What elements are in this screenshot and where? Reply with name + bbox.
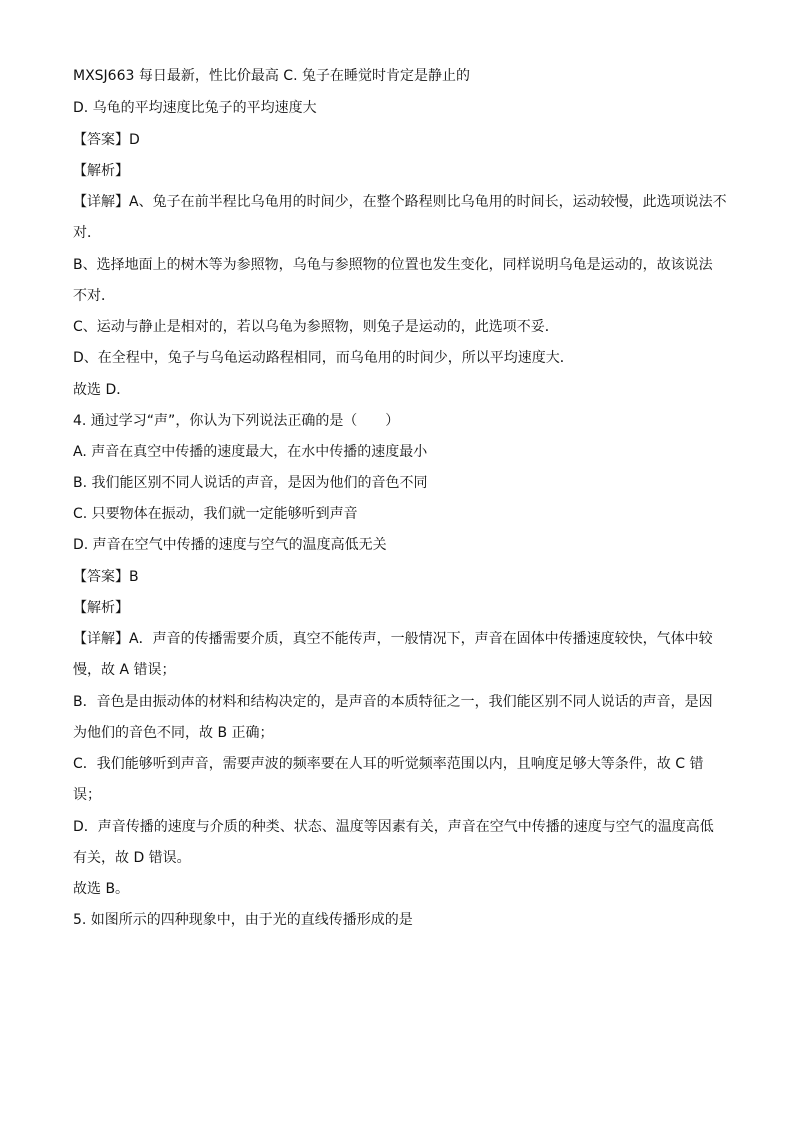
question-4-conclusion: 故选 B。 (73, 881, 130, 897)
question-4-explanation-2: 慢，故 A 错误； (73, 662, 176, 678)
conclusion-line: 故选 D． (73, 382, 131, 398)
explanation-line-2: 对． (73, 225, 101, 241)
question-4-explanation-7: D．声音传播的速度与介质的种类、状态、温度等因素有关，声音在空气中传播的速度与空气的温度高低 (73, 819, 714, 835)
question-4-option-c: C. 只要物体在振动，我们就一定能够听到声音 (73, 506, 358, 522)
question-4-option-d: D. 声音在空气中传播的速度与空气的温度高低无关 (73, 537, 387, 553)
text-line-1: MXSJ663 每日最新，性比价最高 C. 兔子在睡觉时肯定是静止的 (73, 68, 470, 84)
question-4-option-b: B. 我们能区别不同人说话的声音，是因为他们的音色不同 (73, 475, 428, 491)
explanation-line-1: 【详解】A、兔子在前半程比乌龟用的时间少，在整个路程则比乌龟用的时间长，运动较慢，此选项说法不 (73, 194, 727, 210)
question-4-analysis: 【解析】 (73, 600, 129, 616)
question-4-option-a: A. 声音在真空中传播的速度最大，在水中传播的速度最小 (73, 444, 428, 460)
explanation-line-6: D、在全程中，兔子与乌龟运动路程相同，而乌龟用的时间少，所以平均速度大． (73, 350, 574, 366)
option-d-line: D. 乌龟的平均速度比兔子的平均速度大 (73, 100, 317, 116)
answer-label: 【答案】D (73, 132, 140, 148)
question-4-explanation-4: 为他们的音色不同，故 B 正确； (73, 725, 274, 741)
question-4-explanation-1: 【详解】A．声音的传播需要介质，真空不能传声，一般情况下，声音在固体中传播速度较快，气体中较 (73, 631, 713, 647)
explanation-line-4: 不对． (73, 288, 115, 304)
question-4-explanation-8: 有关，故 D 错误。 (73, 850, 191, 866)
analysis-label: 【解析】 (73, 163, 129, 179)
question-4-explanation-3: B．音色是由振动体的材料和结构决定的，是声音的本质特征之一，我们能区别不同人说话的声音，是因 (73, 694, 713, 710)
question-4-title: 4. 通过学习“声”，你认为下列说法正确的是（ ） (73, 413, 400, 429)
explanation-line-5: C、运动与静止是相对的，若以乌龟为参照物，则兔子是运动的，此选项不妥． (73, 319, 559, 335)
question-5-title: 5. 如图所示的四种现象中，由于光的直线传播形成的是 (73, 912, 413, 928)
question-4-explanation-6: 误； (73, 787, 101, 803)
explanation-line-3: B、选择地面上的树木等为参照物，乌龟与参照物的位置也发生变化，同样说明乌龟是运动的，故该说法 (73, 257, 713, 273)
question-4-answer: 【答案】B (73, 569, 139, 585)
question-4-explanation-5: C．我们能够听到声音，需要声波的频率要在人耳的听觉频率范围以内，且响度足够大等条件，故 C 错 (73, 756, 704, 772)
